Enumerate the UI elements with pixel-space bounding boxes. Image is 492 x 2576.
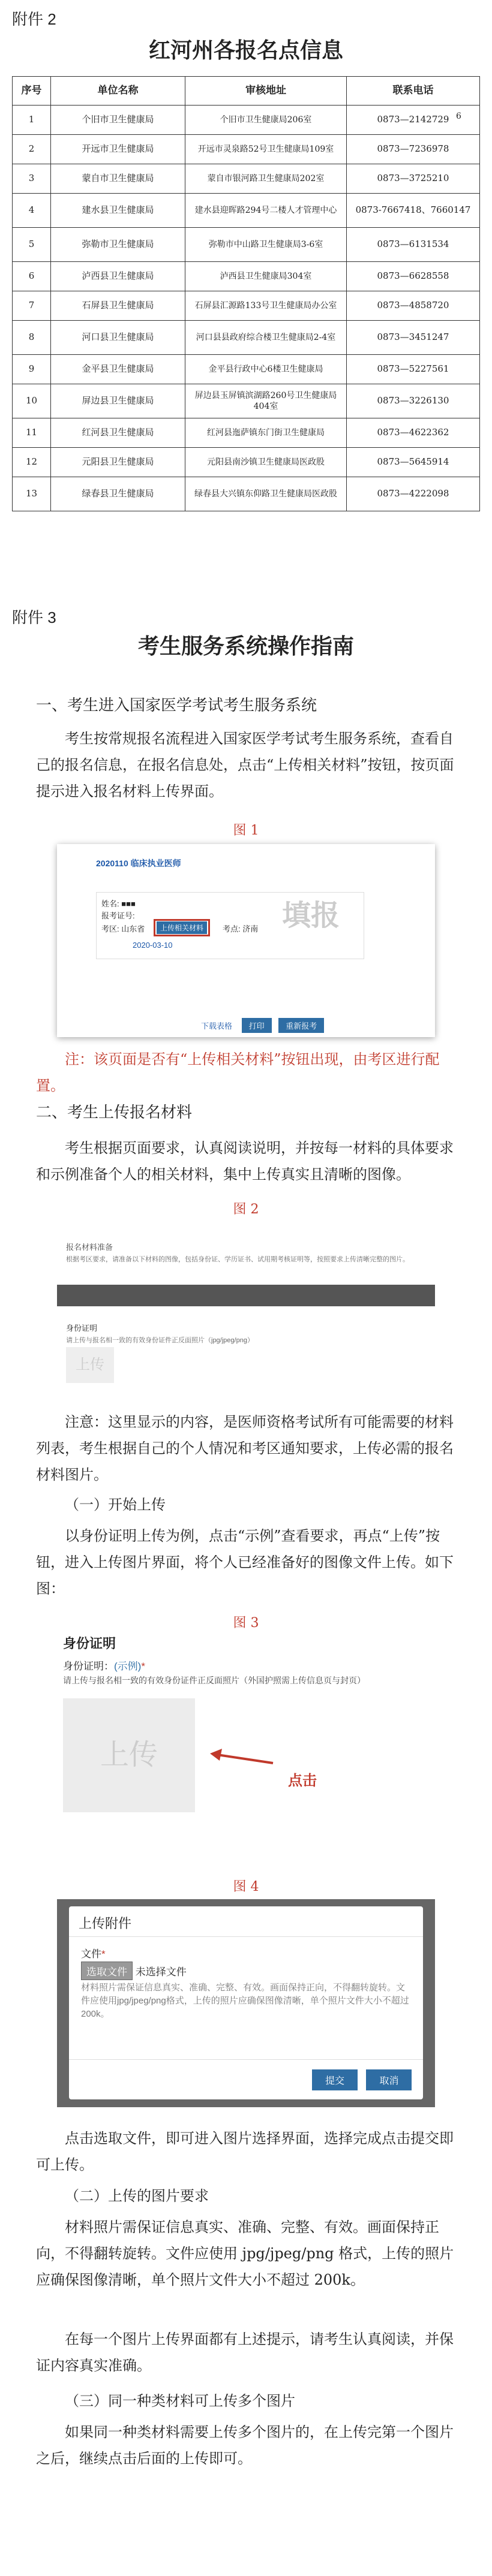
date-text: 2020-03-10 bbox=[133, 941, 173, 950]
table-row bbox=[13, 262, 480, 291]
cell-address: 元阳县南沙镇卫生健康局医政股 bbox=[185, 448, 347, 477]
figure-1-caption: 图 1 bbox=[233, 823, 259, 838]
cell-index: 8 bbox=[13, 321, 51, 355]
download-form-link[interactable]: 下载表格 bbox=[201, 1022, 233, 1031]
id-proof-hint: 请上传与报名相一致的有效身份证件正反面照片（jpg/jpeg/png） bbox=[66, 1337, 254, 1344]
table-row bbox=[13, 164, 480, 194]
attachment-2-label: 附件 2 bbox=[12, 10, 56, 28]
cell-unit: 建水县卫生健康局 bbox=[51, 194, 185, 228]
table-row bbox=[13, 321, 480, 355]
arrow-icon bbox=[210, 1748, 276, 1774]
exam-area-label: 考区: bbox=[101, 924, 119, 933]
figure-3-caption: 图 3 bbox=[233, 1616, 259, 1631]
registration-table bbox=[12, 76, 480, 511]
table-row bbox=[13, 228, 480, 262]
cell-index: 3 bbox=[13, 164, 51, 194]
upload-dialog bbox=[69, 1906, 423, 2099]
cell-index: 13 bbox=[13, 477, 51, 511]
cell-unit: 红河县卫生健康局 bbox=[51, 418, 185, 448]
paragraph-2: 考生根据页面要求，认真阅读说明，并按每一材料的具体要求和示例准备个人的相关材料，集中上传真实且清晰的图像。 bbox=[36, 1140, 454, 1183]
id-proof-title: 身份证明 bbox=[63, 1636, 116, 1651]
subsection-2-heading: （二）上传的图片要求 bbox=[65, 2188, 209, 2204]
cell-address: 蒙自市银河路卫生健康局202室 bbox=[185, 164, 347, 194]
reg-number-label: 报考证号: bbox=[101, 911, 135, 920]
cell-phone: 0873—5227561 bbox=[347, 355, 480, 384]
id-proof-hint: 请上传与报名相一致的有效身份证件正反面照片（外国护照需上传信息页与封页） bbox=[63, 1676, 365, 1685]
cell-address: 红河县迤萨镇东门街卫生健康局 bbox=[185, 418, 347, 448]
cell-phone: 0873—5645914 bbox=[347, 448, 480, 477]
id-proof-section: 身份证明 bbox=[66, 1324, 98, 1333]
table-row bbox=[13, 355, 480, 384]
cell-unit: 弥勒市卫生健康局 bbox=[51, 228, 185, 262]
cell-index: 12 bbox=[13, 448, 51, 477]
figure-4-caption: 图 4 bbox=[233, 1879, 259, 1894]
upload-box[interactable]: 上传 bbox=[66, 1347, 114, 1383]
cell-index: 7 bbox=[13, 291, 51, 321]
table-row bbox=[13, 418, 480, 448]
cell-unit: 个旧市卫生健康局 bbox=[51, 106, 185, 135]
figure-1-screenshot bbox=[57, 844, 435, 1037]
cell-address: 石屏县汇源路133号卫生健康局办公室 bbox=[185, 291, 347, 321]
upload-highlight bbox=[154, 919, 210, 936]
cell-address: 绿春县大兴镇东仰路卫生健康局医政股 bbox=[185, 477, 347, 511]
materials-intro: 根据考区要求，请准备以下材料的图像，包括身份证、学历证书、试用期考核证明等，按照要求上传清晰完整的图片。 bbox=[66, 1256, 409, 1263]
cell-unit: 绿春县卫生健康局 bbox=[51, 477, 185, 511]
cell-unit: 开远市卫生健康局 bbox=[51, 135, 185, 164]
site-label: 考点: bbox=[223, 924, 241, 933]
cell-address: 弥勒市中山路卫生健康局3-6室 bbox=[185, 228, 347, 262]
cell-address: 河口县县政府综合楼卫生健康局2-4室 bbox=[185, 321, 347, 355]
cell-unit: 元阳县卫生健康局 bbox=[51, 448, 185, 477]
exam-header: 2020110 临床执业医师 bbox=[96, 858, 181, 868]
cell-index: 4 bbox=[13, 194, 51, 228]
cell-address: 个旧市卫生健康局206室 bbox=[185, 106, 347, 135]
cell-phone: 0873—4622362 bbox=[347, 418, 480, 448]
paragraph-5: 点击选取文件，即可进入图片选择界面，选择完成点击提交即可上传。 bbox=[36, 2130, 454, 2173]
cell-index: 1 bbox=[13, 106, 51, 135]
cell-phone: 0873—4858720 bbox=[347, 291, 480, 321]
note-1: 注：该页面是否有“上传相关材料”按钮出现，由考区进行配置。 bbox=[36, 1051, 440, 1094]
cell-address: 开远市灵泉路52号卫生健康局109室 bbox=[185, 135, 347, 164]
figure-3-screenshot bbox=[57, 1634, 435, 1837]
paragraph-8: 如果同一种类材料需要上传多个图片的，在上传完第一个图片之后，继续点击后面的上传即可。 bbox=[36, 2424, 454, 2467]
reregister-button[interactable]: 重新报考 bbox=[278, 1018, 324, 1033]
table-row bbox=[13, 135, 480, 164]
cancel-button[interactable]: 取消 bbox=[366, 2069, 412, 2090]
site-value: 济南 bbox=[242, 924, 259, 933]
cell-unit: 河口县卫生健康局 bbox=[51, 321, 185, 355]
col-header: 联系电话 bbox=[347, 77, 480, 106]
subsection-1-heading: （一）开始上传 bbox=[65, 1496, 166, 1513]
cell-phone: 0873—2142729 bbox=[347, 106, 480, 135]
exam-area-value: 山东省 bbox=[121, 924, 145, 933]
table-row bbox=[13, 384, 480, 418]
cell-unit: 蒙自市卫生健康局 bbox=[51, 164, 185, 194]
table-row bbox=[13, 291, 480, 321]
figure-2-caption: 图 2 bbox=[233, 1202, 259, 1217]
materials-title: 报名材料准备 bbox=[66, 1243, 113, 1252]
cell-index: 11 bbox=[13, 418, 51, 448]
subsection-3-heading: （三）同一种类材料可上传多个图片 bbox=[65, 2393, 295, 2409]
cell-phone: 0873—6628558 bbox=[347, 262, 480, 291]
cell-index: 6 bbox=[13, 262, 51, 291]
table-header-row bbox=[13, 77, 480, 106]
no-file-text: 未选择文件 bbox=[135, 1966, 187, 1978]
upload-materials-button[interactable]: 上传相关材料 bbox=[157, 921, 207, 934]
col-header: 单位名称 bbox=[51, 77, 185, 106]
cell-unit: 金平县卫生健康局 bbox=[51, 355, 185, 384]
cell-phone: 0873—6131534 bbox=[347, 228, 480, 262]
figure-4-screenshot bbox=[57, 1899, 435, 2107]
section-2-heading: 二、考生上传报名材料 bbox=[36, 1103, 193, 1121]
page-title-registration-points: 红河州各报名点信息 bbox=[148, 38, 343, 63]
cell-index: 5 bbox=[13, 228, 51, 262]
paragraph-6: 材料照片需保证信息真实、准确、完整、有效。画面保持正向，不得翻转旋转。文件应使用 jpg/jpeg/png 格式，上传的照片应确保图像清晰，单个照片文件大小不超过 200k。 bbox=[36, 2219, 454, 2288]
cell-unit: 石屏县卫生健康局 bbox=[51, 291, 185, 321]
file-label: 文件 bbox=[81, 1948, 101, 1960]
cell-phone: 0873—3226130 bbox=[347, 384, 480, 418]
paragraph-1: 考生按常规报名流程进入国家医学考试考生服务系统，查看自己的报名信息，在报名信息处，点击“上传相关材料”按钮，按页面提示进入报名材料上传界面。 bbox=[36, 730, 454, 800]
dialog-title: 上传附件 bbox=[79, 1916, 132, 1931]
table-row bbox=[13, 477, 480, 511]
required-star: * bbox=[101, 1948, 106, 1960]
print-button[interactable]: 打印 bbox=[242, 1018, 272, 1033]
col-header: 审核地址 bbox=[185, 77, 347, 106]
table-row bbox=[13, 106, 480, 135]
attachment-3-label: 附件 3 bbox=[12, 608, 56, 626]
col-header: 序号 bbox=[13, 77, 51, 106]
cell-index: 10 bbox=[13, 384, 51, 418]
required-star: * bbox=[141, 1661, 145, 1672]
upload-box[interactable]: 上传 bbox=[63, 1698, 195, 1812]
submit-button[interactable]: 提交 bbox=[312, 2069, 358, 2090]
name-label: 姓名: bbox=[101, 899, 119, 908]
paragraph-7: 在每一个图片上传界面都有上述提示，请考生认真阅读，并保证内容真实准确。 bbox=[36, 2331, 454, 2374]
cell-unit: 屏边县卫生健康局 bbox=[51, 384, 185, 418]
table-row bbox=[13, 448, 480, 477]
cell-phone: 0873—4222098 bbox=[347, 477, 480, 511]
upload-description: 材料照片需保证信息真实、准确、完整、有效。画面保持正向，不得翻转旋转。文件应使用jpg/jpeg/png格式，上传的照片应确保图像清晰，单个照片文件大小不超过200k。 bbox=[81, 1983, 409, 2019]
cell-index: 9 bbox=[13, 355, 51, 384]
section-1-heading: 一、考生进入国家医学考试考生服务系统 bbox=[36, 696, 317, 714]
click-annotation: 点击 bbox=[288, 1773, 317, 1789]
paragraph-3: 注意：这里显示的内容，是医师资格考试所有可能需要的材料列表，考生根据自己的个人情况和考区通知要求，上传必需的报名材料图片。 bbox=[36, 1414, 454, 1483]
stamp-watermark: 填报 bbox=[282, 900, 340, 932]
dark-banner bbox=[57, 1285, 435, 1306]
cell-address: 屏边县玉屏镇滨湖路260号卫生健康局404室 bbox=[185, 384, 347, 418]
cell-unit: 泸西县卫生健康局 bbox=[51, 262, 185, 291]
example-link[interactable]: (示例) bbox=[114, 1661, 142, 1672]
page-number: 6 bbox=[456, 112, 461, 121]
choose-file-button[interactable]: 选取文件 bbox=[81, 1962, 133, 1980]
cell-address: 金平县行政中心6楼卫生健康局 bbox=[185, 355, 347, 384]
cell-address: 泸西县卫生健康局304室 bbox=[185, 262, 347, 291]
cell-phone: 0873—3451247 bbox=[347, 321, 480, 355]
cell-index: 2 bbox=[13, 135, 51, 164]
paragraph-4: 以身份证明上传为例，点击“示例”查看要求，再点“上传”按钮，进入上传图片界面，将个人已经准备好的图像文件上传。如下图： bbox=[36, 1527, 454, 1597]
cell-phone: 0873-7667418、7660147 bbox=[347, 194, 480, 228]
cell-address: 建水县迎晖路294号二楼人才管理中心 bbox=[185, 194, 347, 228]
page-title-guide: 考生服务系统操作指南 bbox=[137, 634, 354, 659]
cell-phone: 0873—7236978 bbox=[347, 135, 480, 164]
cell-phone: 0873—3725210 bbox=[347, 164, 480, 194]
table-row bbox=[13, 194, 480, 228]
id-proof-label: 身份证明： bbox=[63, 1661, 114, 1672]
figure-2-screenshot bbox=[57, 1232, 435, 1388]
name-value: ■■■ bbox=[121, 899, 136, 908]
